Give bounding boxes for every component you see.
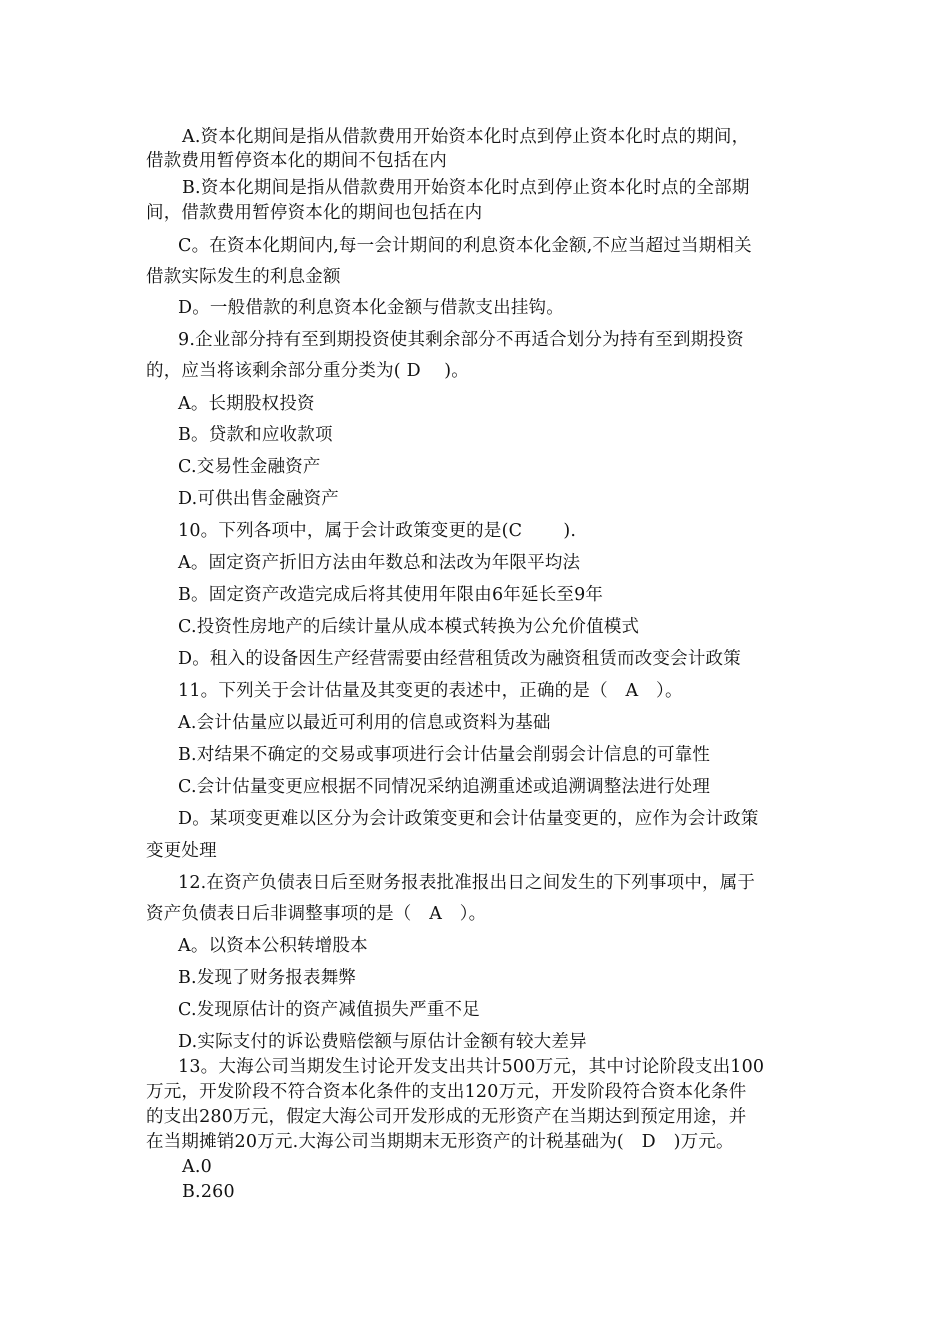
option-13a: A.0 (182, 1157, 212, 1177)
option-8c-line-1: C。在资本化期间内,每一会计期间的利息资本化金额,不应当超过当期相关 (178, 236, 752, 256)
option-12c: C.发现原估计的资产减值损失严重不足 (178, 1000, 480, 1020)
option-8a-line-2: 借款费用暂停资本化的期间不包括在内 (146, 151, 447, 171)
question-9-line-1: 9.企业部分持有至到期投资使其剩余部分不再适合划分为持有至到期投资 (178, 330, 744, 350)
question-12-line-2: 资产负债表日后非调整事项的是（ A ）。 (146, 904, 487, 924)
question-13-line-1: 13。大海公司当期发生讨论开发支出共计500万元，其中讨论阶段支出100 (178, 1057, 765, 1077)
option-10b: B。固定资产改造完成后将其使用年限由6年延长至9年 (178, 585, 604, 605)
option-12d: D.实际支付的诉讼费赔偿额与原估计金额有较大差异 (178, 1032, 587, 1052)
question-13-line-2: 万元，开发阶段不符合资本化条件的支出120万元，开发阶段符合资本化条件 (146, 1082, 747, 1102)
question-12-line-1: 12.在资产负债表日后至财务报表批准报出日之间发生的下列事项中，属于 (178, 873, 756, 893)
option-10a: A。固定资产折旧方法由年数总和法改为年限平均法 (178, 553, 581, 573)
question-11: 11。下列关于会计估量及其变更的表述中，正确的是（ A ）。 (178, 681, 683, 701)
option-11d-line-2: 变更处理 (146, 841, 217, 861)
option-9b: B。贷款和应收款项 (178, 425, 333, 445)
option-11d-line-1: D。某项变更难以区分为会计政策变更和会计估量变更的，应作为会计政策 (178, 809, 759, 829)
option-8c-line-2: 借款实际发生的利息金额 (146, 267, 341, 287)
option-8a-line-1: A.资本化期间是指从借款费用开始资本化时点到停止资本化时点的期间， (182, 127, 750, 147)
question-9-line-2: 的，应当将该剩余部分重分类为( D )。 (146, 361, 470, 381)
option-10c: C.投资性房地产的后续计量从成本模式转换为公允价值模式 (178, 617, 640, 637)
option-11c: C.会计估量变更应根据不同情况采纳追溯重述或追溯调整法进行处理 (178, 777, 711, 797)
question-10: 10。下列各项中，属于会计政策变更的是(C ). (178, 521, 577, 541)
option-9d: D.可供出售金融资产 (178, 489, 339, 509)
option-10d: D。租入的设备因生产经营需要由经营租赁改为融资租赁而改变会计政策 (178, 649, 741, 669)
question-13-line-4: 在当期摊销20万元.大海公司当期期末无形资产的计税基础为( D )万元。 (146, 1132, 734, 1152)
option-11b: B.对结果不确定的交易或事项进行会计估量会削弱会计信息的可靠性 (178, 745, 711, 765)
option-9c: C.交易性金融资产 (178, 457, 321, 477)
option-8b-line-2: 间，借款费用暂停资本化的期间也包括在内 (146, 203, 483, 223)
question-13-line-3: 的支出280万元，假定大海公司开发形成的无形资产在当期达到预定用途，并 (146, 1107, 747, 1127)
option-9a: A。长期股权投资 (178, 394, 315, 414)
option-13b: B.260 (182, 1182, 235, 1202)
option-8b-line-1: B.资本化期间是指从借款费用开始资本化时点到停止资本化时点的全部期 (182, 178, 750, 198)
option-12b: B.发现了财务报表舞弊 (178, 968, 357, 988)
option-8d: D。一般借款的利息资本化金额与借款支出挂钩。 (178, 298, 564, 318)
option-11a: A.会计估量应以最近可利用的信息或资料为基础 (178, 713, 551, 733)
option-12a: A。以资本公积转增股本 (178, 936, 368, 956)
